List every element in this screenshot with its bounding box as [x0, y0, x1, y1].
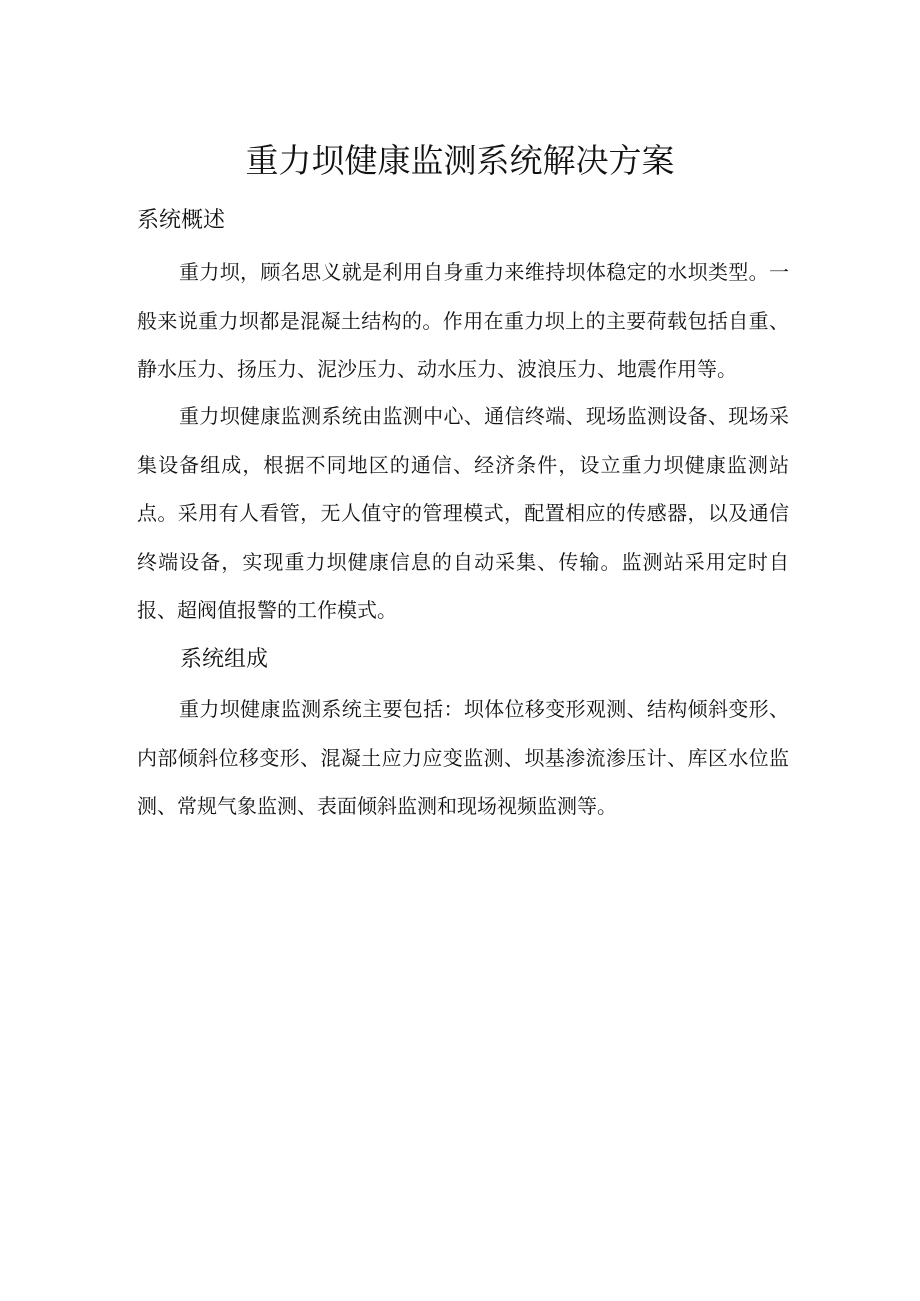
section-heading-composition: 系统组成	[180, 647, 269, 672]
overview-paragraph-2: 重力坝健康监测系统由监测中心、通信终端、现场监测设备、现场采集设备组成，根据不同地区的通信、经济条件，设立重力坝健康监测站点。采用有人看管，无人值守的管理模式，配置相应的传感器，以及通信终端设备，实现重力坝健康信息的自动采集、传输。监测站采用定时自报、超阀值报警的工作模式。	[137, 404, 789, 622]
overview-paragraph-1: 重力坝，顾名思义就是利用自身重力来维持坝体稳定的水坝类型。一般来说重力坝都是混凝土结构的。作用在重力坝上的主要荷载包括自重、静水压力、扬压力、泥沙压力、动水压力、波浪压力、地震作用等。	[137, 260, 789, 381]
section-heading-overview: 系统概述	[137, 208, 226, 233]
composition-paragraph: 重力坝健康监测系统主要包括：坝体位移变形观测、结构倾斜变形、内部倾斜位移变形、混凝土应力应变监测、坝基渗流渗压计、库区水位监测、常规气象监测、表面倾斜监测和现场视频监测等。	[137, 697, 789, 818]
document-title: 重力坝健康监测系统解决方案	[245, 141, 675, 180]
